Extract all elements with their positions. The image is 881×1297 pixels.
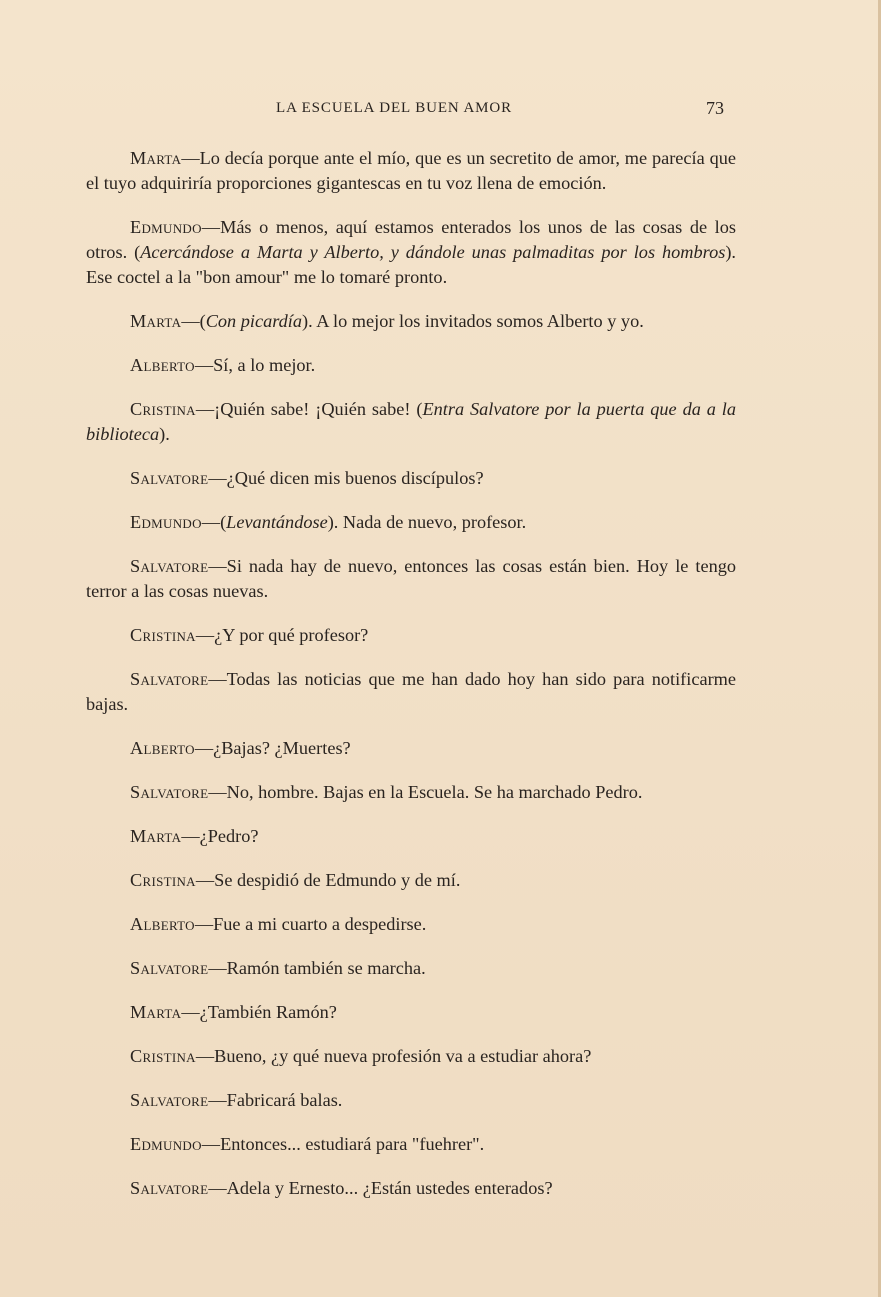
dialogue-paragraph: [86, 1044, 736, 1069]
speaker-name: Salvatore: [130, 468, 209, 488]
page-number: 73: [706, 98, 724, 118]
dialogue-paragraph: [86, 397, 736, 447]
dialogue-line: —Fabricará balas.: [208, 1090, 343, 1110]
dialogue-line: —¿Bajas? ¿Muertes?: [194, 738, 351, 758]
dialogue-paragraph: [86, 510, 736, 535]
speaker-name: Marta: [130, 1002, 182, 1022]
dialogue-line: ). Ese coctel a la "bon amour" me lo tomaré pronto.: [86, 242, 737, 287]
speaker-name: Edmundo: [130, 1134, 202, 1154]
dialogue-line: —¿Y por qué profesor?: [195, 625, 369, 645]
dialogue-paragraph: [86, 309, 736, 334]
speaker-name: Edmundo: [130, 217, 202, 237]
stage-direction: Acercándose a Marta y Alberto, y dándole unas palmaditas por los hombros: [140, 242, 726, 262]
dialogue-line: —¡Quién sabe! ¡Quién sabe! (: [195, 399, 423, 419]
dialogue-paragraph: [86, 667, 736, 717]
dialogue-line: —Si nada hay de nuevo, entonces las cosas están bien. Hoy le tengo terror a las cosas nuevas.: [86, 556, 736, 601]
dialogue-line: —Bueno, ¿y qué nueva profesión va a estudiar ahora?: [195, 1046, 592, 1066]
dialogue-line: —Más o menos, aquí estamos enterados los unos de las cosas de los otros. (: [86, 217, 736, 262]
dialogue-paragraph: [86, 146, 736, 196]
dialogue-line: —Adela y Ernesto... ¿Están ustedes enterados?: [208, 1178, 553, 1198]
dialogue-line: —Ramón también se marcha.: [208, 958, 426, 978]
dialogue-paragraph: [86, 824, 736, 849]
running-head: [0, 100, 881, 122]
stage-direction: Entra Salvatore por la puerta que da a la biblioteca: [86, 399, 736, 444]
stage-direction: Levantándose: [226, 512, 328, 532]
dialogue-line: —Fue a mi cuarto a despedirse.: [194, 914, 427, 934]
dialogue-paragraph: [86, 353, 736, 378]
speaker-name: Cristina: [130, 870, 196, 890]
speaker-name: Salvatore: [130, 958, 209, 978]
speaker-name: Cristina: [130, 625, 196, 645]
dialogue-line: —Todas las noticias que me han dado hoy han sido para notificarme bajas.: [86, 669, 736, 714]
dialogue-paragraph: [86, 1088, 736, 1113]
dialogue-paragraph: [86, 466, 736, 491]
dialogue-paragraph: [86, 736, 736, 761]
speaker-name: Salvatore: [130, 669, 209, 689]
dialogue-paragraph: [86, 780, 736, 805]
stage-direction: Con picardía: [205, 311, 303, 331]
dialogue-line: —Se despidió de Edmundo y de mí.: [195, 870, 461, 890]
dialogue-line: —Sí, a lo mejor.: [194, 355, 316, 375]
dialogue-paragraph: [86, 1132, 736, 1157]
dialogue-line: —¿También Ramón?: [181, 1002, 337, 1022]
dialogue-paragraph: [86, 1000, 736, 1025]
dialogue-line: —¿Pedro?: [181, 826, 259, 846]
speaker-name: Alberto: [130, 914, 195, 934]
dialogue-paragraph: [86, 956, 736, 981]
running-title: LA ESCUELA DEL BUEN AMOR: [276, 100, 513, 116]
speaker-name: Cristina: [130, 1046, 196, 1066]
dialogue-paragraph: [86, 623, 736, 648]
dialogue-paragraph: [86, 554, 736, 604]
dialogue-line: ).: [159, 424, 170, 444]
speaker-name: Marta: [130, 148, 182, 168]
speaker-name: Salvatore: [130, 782, 209, 802]
speaker-name: Salvatore: [130, 556, 209, 576]
speaker-name: Salvatore: [130, 1178, 209, 1198]
dialogue-paragraph: [86, 1176, 736, 1201]
dialogue-paragraph: [86, 868, 736, 893]
dialogue-line: —Entonces... estudiará para "fuehrer".: [201, 1134, 485, 1154]
dialogue-line: —No, hombre. Bajas en la Escuela. Se ha marchado Pedro.: [208, 782, 643, 802]
dialogue-line: ). Nada de nuevo, profesor.: [327, 512, 527, 532]
dialogue-paragraph: [86, 912, 736, 937]
speaker-name: Cristina: [130, 399, 196, 419]
speaker-name: Marta: [130, 826, 182, 846]
speaker-name: Alberto: [130, 738, 195, 758]
dialogue-line: ). A lo mejor los invitados somos Alberto y yo.: [302, 311, 644, 331]
dialogue-line: —Lo decía porque ante el mío, que es un secretito de amor, me parecía que el tuyo adquiriría proporciones gigantescas en tu voz llena de emoción.: [86, 148, 736, 193]
dialogue-paragraph: [86, 215, 736, 290]
speaker-name: Alberto: [130, 355, 195, 375]
dialogue-line: —(: [201, 512, 227, 532]
speaker-name: Salvatore: [130, 1090, 209, 1110]
dialogue-body: [86, 146, 736, 1220]
speaker-name: Marta: [130, 311, 182, 331]
dialogue-line: —¿Qué dicen mis buenos discípulos?: [208, 468, 484, 488]
speaker-name: Edmundo: [130, 512, 202, 532]
dialogue-line: —(: [181, 311, 206, 331]
